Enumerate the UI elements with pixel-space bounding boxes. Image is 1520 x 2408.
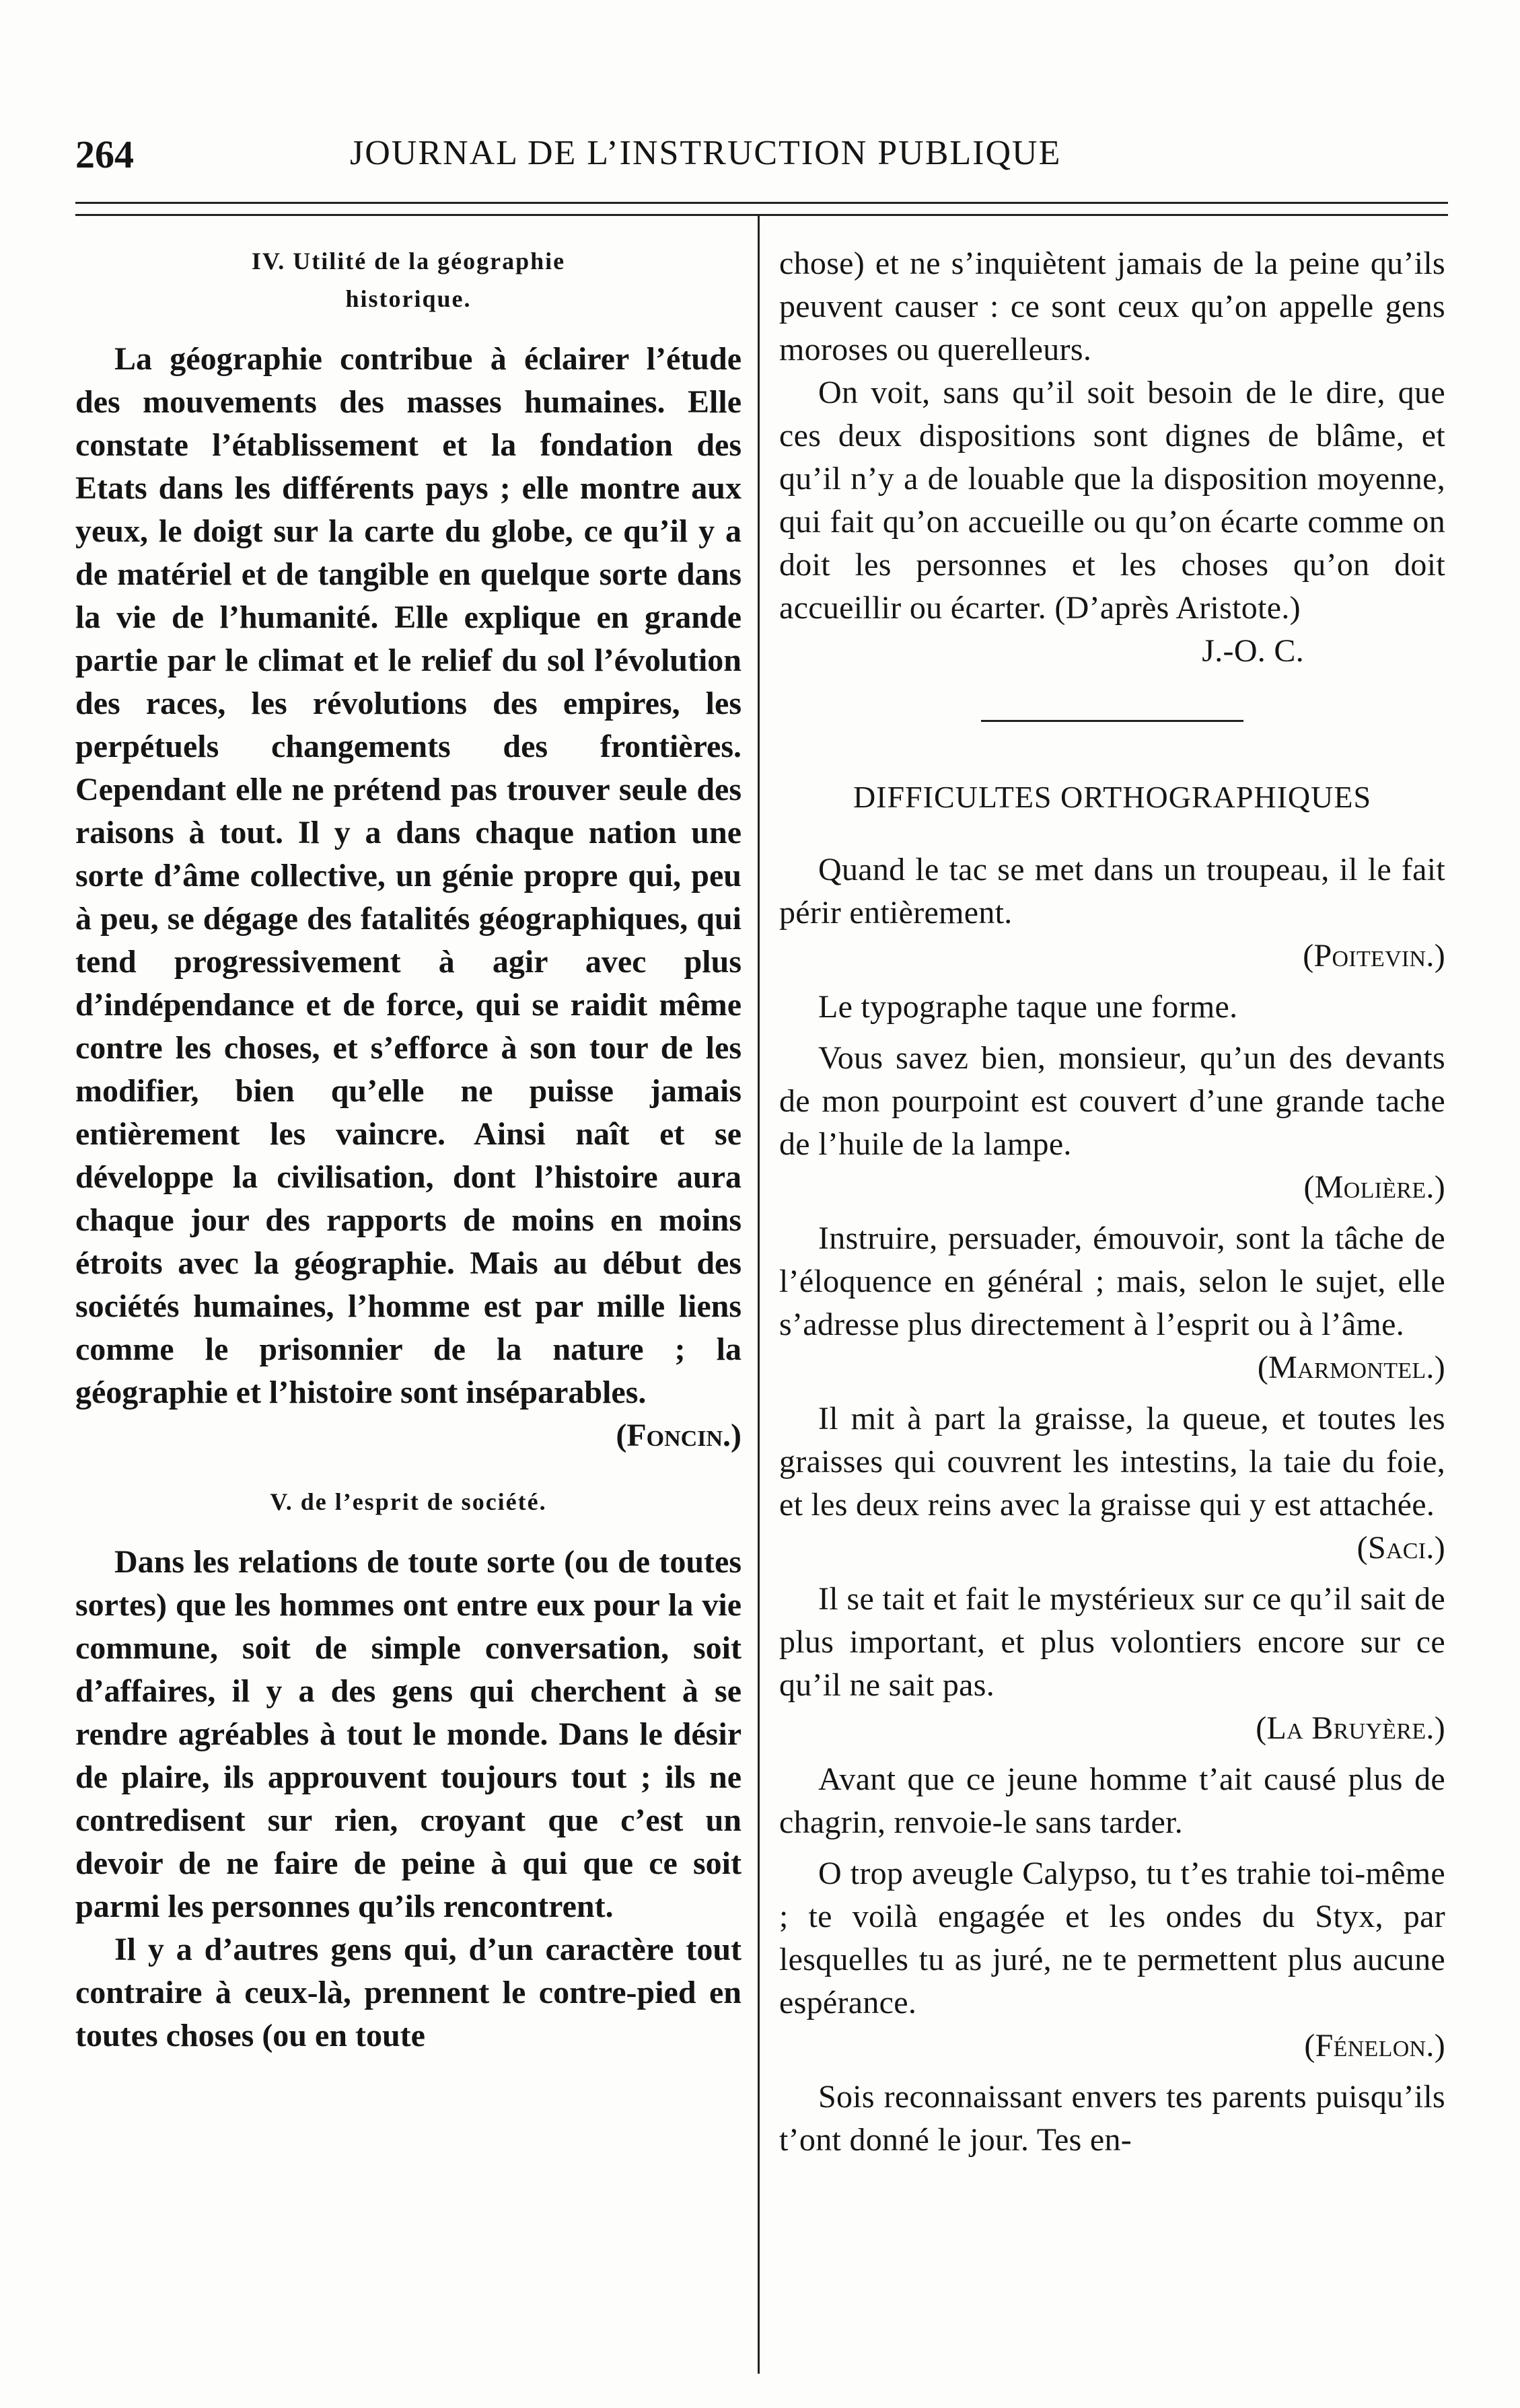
example-citation: (La Bruyère.) [1256, 1710, 1445, 1746]
section-v-paragraph-1: Dans les relations de toute sorte (ou de toutes sortes) que les hommes ont entre eux pour la vie commune, soit de simple conversation, soit d’affaires, il y a des gens qui cherchent à se rendre agréables à tout le monde. Dans le désir de plaire, ils approuvent toujours tout ; ils ne contredisent sur rien, croyant que c’est un devoir de ne faire de peine à qui que ce soit parmi les personnes qu’ils rencontrent. [75, 1544, 741, 1924]
section-v-paragraph-2: Il y a d’autres gens qui, d’un caractère tout contraire à ceux-là, prennent le contre-pied en toutes choses (ou en toute [75, 1932, 741, 2053]
section-iv-title-line2: historique. [345, 285, 472, 312]
example-text: Instruire, persuader, émouvoir, sont la tâche de l’éloquence en général ; mais, selon le sujet, elle s’adresse plus directement à l’esprit ou à l’âme. [779, 1220, 1445, 1342]
section-v-title: V. de l’esprit de société. [270, 1488, 547, 1515]
running-title: JOURNAL DE L’INSTRUCTION PUBLIQUE [350, 134, 1062, 172]
example-item [779, 1217, 1445, 1389]
section-iv-body: La géographie contribue à éclairer l’étude des mouvements des masses humaines. Elle constate l’établissement et la fondation des Etats dans les différents pays ; elle montre aux yeux, le doigt sur la carte du globe, ce qu’il y a de matériel et de tangible en quelque sorte dans la vie de l’humanité. Elle explique en grande partie par le climat et le relief du sol l’évolution des races, les révolutions des empires, les perpétuels changements des frontières. Cependant elle ne prétend pas trouver seule des raisons à tout. Il y a dans chaque nation une sorte d’âme collective, un génie propre qui, peu à peu, se dégage des fatalités géographiques, qui tend progressivement à agir avec plus d’indépendance et de force, qui se raidit même contre les choses, et s’efforce à son tour de les modifier, bien qu’elle ne puisse jamais entièrement les vaincre. Ainsi naît et se développe la civilisation, dont l’histoire aura chaque jour des rapports de moins en moins étroits avec la géographie. Mais au début des sociétés humaines, l’homme est par mille liens comme le prisonnier de la nature ; la géographie et l’histoire sont inséparables. [75, 341, 741, 1410]
example-citation: (Poitevin.) [1303, 938, 1445, 974]
example-item [779, 1037, 1445, 1209]
example-citation: (Molière.) [1303, 1169, 1445, 1205]
orthography-section-title: DIFFICULTES ORTHOGRAPHIQUES [853, 780, 1372, 814]
example-item [779, 2076, 1445, 2162]
example-text: Sois reconnaissant envers tes parents puisqu’ils t’ont donné le jour. Tes en- [779, 2079, 1445, 2158]
page-number: 264 [75, 133, 134, 176]
example-text: O trop aveugle Calypso, tu t’es trahie toi-même ; te voilà engagée et les ondes du Styx, par lesquelles tu as juré, ne te permettent plus aucune espérance. [779, 1856, 1445, 2020]
example-citation: (Fénelon.) [1304, 2028, 1445, 2064]
example-item [779, 1397, 1445, 1570]
orthography-examples [779, 848, 1445, 2162]
left-column [75, 242, 741, 2057]
example-citation: (Saci.) [1356, 1530, 1445, 1566]
header-rule-bottom [75, 214, 1448, 216]
example-text: Vous savez bien, monsieur, qu’un des devants de mon pourpoint est couvert d’une grande tache de l’huile de la lampe. [779, 1040, 1445, 1162]
example-text: Quand le tac se met dans un troupeau, il le fait périr entièrement. [779, 852, 1445, 931]
right-column [779, 242, 1445, 2170]
section-iv-signature: (Foncin.) [616, 1418, 741, 1453]
section-iv-title-line1: IV. Utilité de la géographie [251, 248, 566, 275]
column-divider [758, 214, 760, 2374]
example-item [779, 1758, 1445, 1844]
spacer [75, 1457, 741, 1483]
example-item [779, 1852, 1445, 2068]
page-header [0, 132, 1520, 186]
example-text: Il se tait et fait le mystérieux sur ce qu’il sait de plus important, et plus volontiers encore sur ce qu’il ne sait pas. [779, 1581, 1445, 1703]
example-citation: (Marmontel.) [1257, 1350, 1445, 1385]
section-separator-rule [981, 720, 1243, 722]
example-text: Il mit à part la graisse, la queue, et toutes les graisses qui couvrent les intestins, la taie du foie, et les deux reins avec la graisse qui y est attachée. [779, 1401, 1445, 1523]
section-iv-title [75, 242, 741, 318]
example-item [779, 1578, 1445, 1750]
example-item [779, 848, 1445, 978]
section-v-conclusion: On voit, sans qu’il soit besoin de le dire, que ces deux dispositions sont dignes de blâme, et qu’il n’y a de louable que la disposition moyenne, qui fait qu’on accueille ou qu’on écarte comme on doit les personnes et les choses qu’on doit accueillir ou écarter. (D’après Aristote.) [779, 375, 1445, 626]
example-text: Avant que ce jeune homme t’ait causé plus de chagrin, renvoie-le sans tarder. [779, 1761, 1445, 1840]
section-v-continuation: chose) et ne s’inquiètent jamais de la peine qu’ils peuvent causer : ce sont ceux qu’on appelle gens moroses ou querelleurs. [779, 246, 1445, 367]
example-item [779, 986, 1445, 1029]
author-initials: J.-O. C. [1202, 633, 1304, 669]
header-rule-top [75, 202, 1448, 204]
example-text: Le typographe taque une forme. [818, 989, 1238, 1025]
